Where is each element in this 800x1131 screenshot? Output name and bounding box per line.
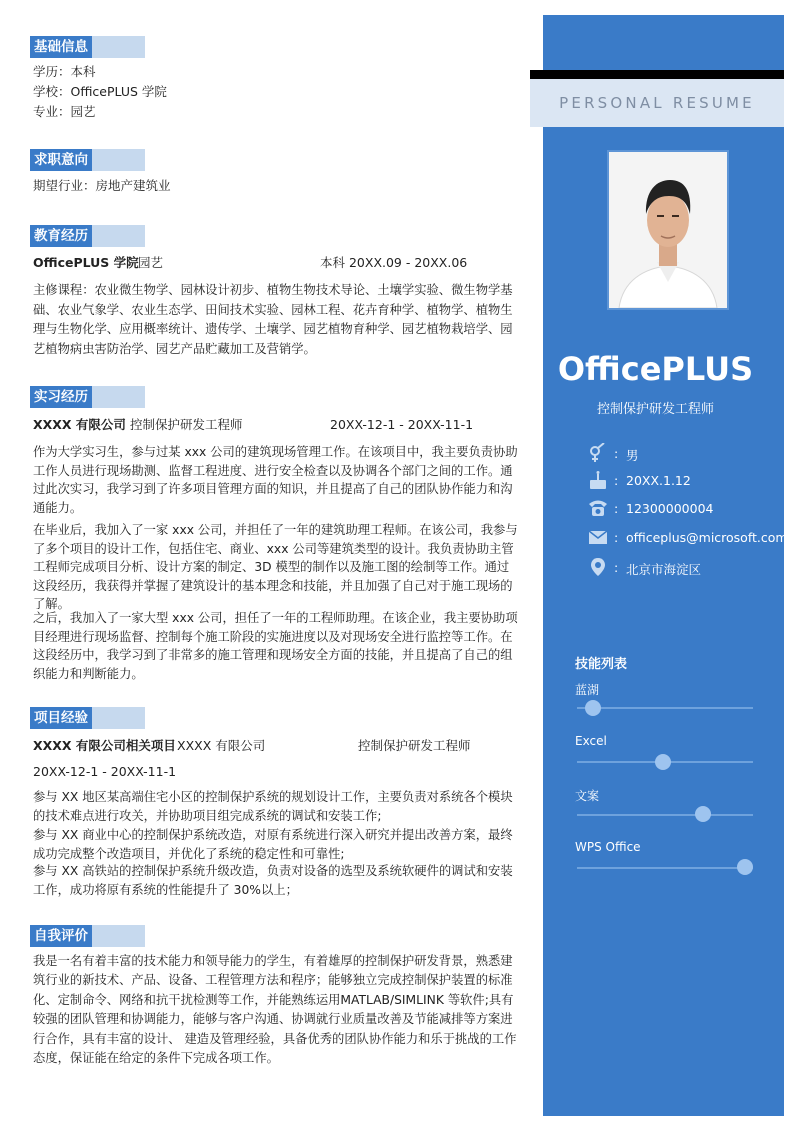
edu-degree-date: 本科 20XX.09 - 20XX.06 [320,255,468,270]
candidate-job-title: 控制保护研发工程师 [596,402,714,417]
phone-value: 12300000004 [626,501,714,516]
intern-company: XXXX 有限公司 [33,417,126,432]
candidate-name: OfficePLUS [557,350,754,388]
profile-photo [607,150,729,310]
project-paragraph: 参与 XX 高铁站的控制保护系统升级改造，负责对设备的选型及系统软硬件的调试和安装工作，成功将原有系统的性能提升了 30%以上； [33,864,513,897]
gender-icon [588,443,608,463]
skills-title: 技能列表 [575,657,628,672]
skill-level-knob [585,700,601,716]
gender-value: 男 [626,448,639,463]
intern-paragraph: 作为大学实习生，参与过某 xxx 公司的建筑现场管理工作。在该项目中，我主要负责协助工作人员进行现场勘测、监督工程进度、进行安全检查以及协调各个部门之间的工作。通过此次实习，我学习到了许多项目管理方面的知识，并且提高了自己的团队协作能力和沟通能力。 [33,445,518,515]
section-title: 教育经历 [34,228,88,244]
email-icon [588,527,608,547]
intern-position: 控制保护研发工程师 [130,417,243,432]
project-date: 20XX-12-1 - 20XX-11-1 [33,764,177,779]
email-value: officeplus@microsoft.com [626,530,788,545]
section-header-project [30,707,145,729]
edu-school: OfficePLUS 学院 [33,255,139,270]
section-title: 基础信息 [34,39,88,55]
skill-track [577,814,753,816]
section-title: 自我评价 [34,928,88,944]
phone-icon [588,498,608,518]
section-header-basic-info [30,36,145,58]
section-header-internship [30,386,145,408]
section-title: 求职意向 [34,152,88,168]
location-value: 北京市海淀区 [626,562,702,577]
edu-major: 园艺 [138,255,164,270]
project-paragraph: 参与 XX 商业中心的控制保护系统改造，对原有系统进行深入研究并提出改善方案，最终成功完成整个改造项目，并优化了系统的稳定性和可靠性; [33,828,513,861]
intern-paragraph: 在毕业后，我加入了一家 xxx 公司，并担任了一年的建筑助理工程师。在该公司，我参与了多个项目的设计工作，包括住宅、商业、xxx 公司等建筑类型的设计。我负责协助主管工程师完成项目分析、设计方案的制定、3D 模型的制作以及施工图的绘制等工作。通过这段经历，我获得并掌握了建筑设计的基本理念和技能，并且加强了自己对于施工现场的了解。 [33,523,518,612]
skill-name: WPS Office [575,840,641,854]
school-name: 学校：OfficePLUS 学院 [33,84,167,99]
skill-name: Excel [575,734,607,748]
project-paragraph: 参与 XX 地区某高端住宅小区的控制保护系统的规划设计工作，主要负责对系统各个模块的技术难点进行攻关，并协助项目组完成系统的调试和安装工作; [33,790,513,823]
resume-banner [530,79,784,127]
section-title: 实习经历 [34,389,88,405]
intern-date: 20XX-12-1 - 20XX-11-1 [330,417,474,432]
major: 专业：园艺 [33,104,96,119]
section-header-self-eval [30,925,145,947]
section-title: 项目经验 [34,710,88,726]
self-evaluation-text: 我是一名有着丰富的技术能力和领导能力的学生，有着雄厚的控制保护研发背景，熟悉建筑行业的新技术、产品、设备、工程管理方法和程序；能够独立完成控制保护装置的标准化、定制命令、网络和抗干扰检测等工作，并能熟练运用MATLAB/SIMLINK 等软件;具有较强的团队管理和协调能力，能够与客户沟通、协调就行业质量改善及节能减排等方案进行合作，具有丰富的设计、 建造及管理经验，具备优秀的团队协作能力和乐于挑战的工作态度，保证能在给定的条件下完成各项工作。 [33,954,517,1066]
skill-level-knob [737,859,753,875]
intern-paragraph: 之后，我加入了一家大型 xxx 公司，担任了一年的工程师助理。在该企业，我主要协助项目经理进行现场监督、控制每个施工阶段的实施进度以及对现场安全进行监控等工作。在这段经历中，我学习到了非常多的施工管理和现场安全方面的技能，并且提高了自己的组织能力和判断能力。 [33,611,518,681]
section-header-job-intent [30,149,145,171]
section-header-education [30,225,145,247]
birthday-value: 20XX.1.12 [626,473,691,488]
project-position: 控制保护研发工程师 [358,738,471,753]
project-name: XXXX 有限公司相关项目 [33,738,176,753]
skill-track [577,707,753,709]
project-company: XXXX 有限公司 [177,738,266,753]
edu-courses: 主修课程：农业微生物学、园林设计初步、植物生物技术导论、土壤学实验、微生物学基础、农业气象学、农业生态学、田间技术实验、园林工程、花卉育种学、植物学、植物生理与生物化学、应用概率统计、遗传学、土壤学、园艺植物育种学、园艺植物栽培学、园艺植物病虫害防治学、园艺产品贮藏加工及营销学。 [33,283,513,356]
skill-name: 蓝湖 [575,683,600,697]
expected-industry: 期望行业：房地产建筑业 [33,178,171,193]
skill-name: 文案 [575,789,600,803]
location-pin-icon [588,557,608,577]
education-level: 学历：本科 [33,64,96,79]
avatar-portrait [609,152,727,308]
birthday-cake-icon [588,470,608,490]
banner-text: PERSONAL RESUME [559,94,755,112]
skill-track [577,867,753,869]
